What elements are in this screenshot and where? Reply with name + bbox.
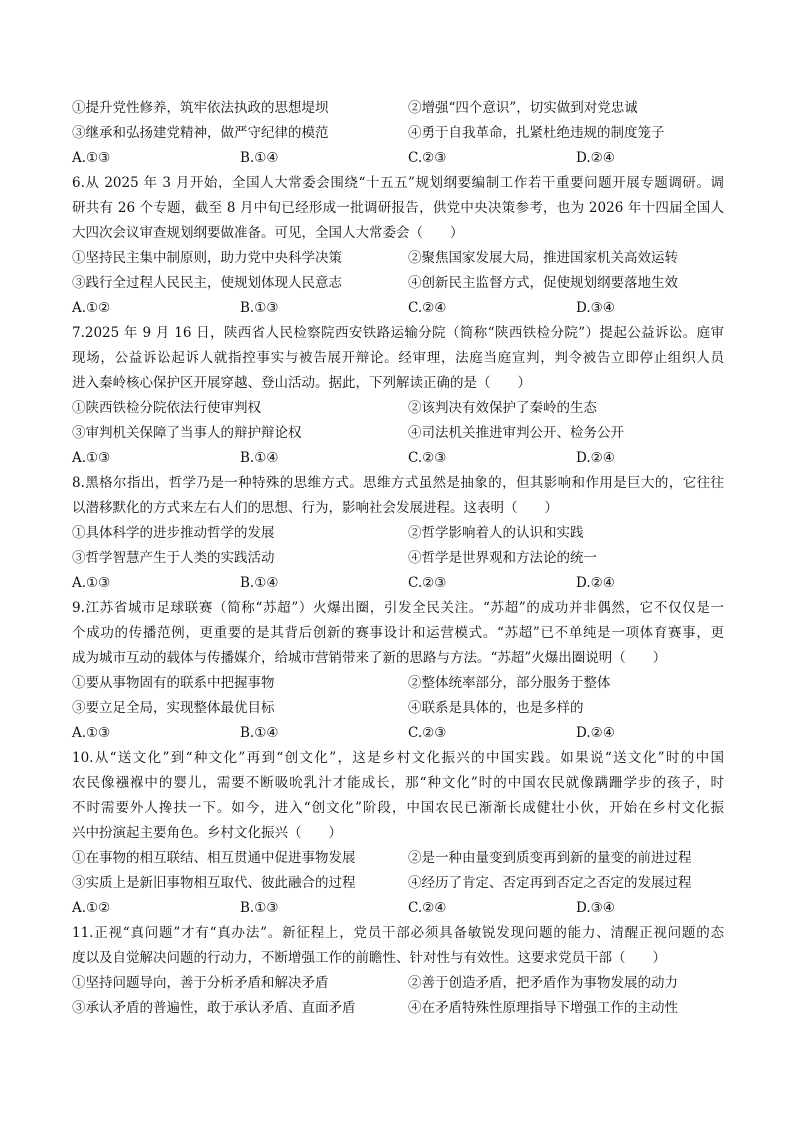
q7-stem-line-3: 进入秦岭核心保护区开展穿越、登山活动。据此，下列解读正确的是（ ） bbox=[72, 375, 531, 391]
q5-option-2: ②增强“四个意识”，切实做到对党忠诚 bbox=[408, 100, 638, 116]
q8-option-3: ③哲学智慧产生于人类的实践活动 bbox=[72, 550, 275, 566]
q5-option-4: ④勇于自我革命，扎紧杜绝违规的制度笼子 bbox=[408, 125, 665, 141]
q9-stem-line-2: 个成功的传播范例，更重要的是其背后创新的赛事设计和运营模式。“苏超”已不单纯是一项体育赛事，更 bbox=[72, 625, 724, 641]
q5-answer-c: C.②③ bbox=[408, 150, 447, 166]
q5-option-1: ①提升党性修养，筑牢依法执政的思想堤坝 bbox=[72, 100, 329, 116]
q9-answer-c: C.②③ bbox=[408, 725, 447, 741]
q6-option-1: ①坚持民主集中制原则，助力党中央科学决策 bbox=[72, 250, 342, 266]
q10-option-4: ④经历了肯定、否定再到否定之否定的发展过程 bbox=[408, 875, 692, 891]
q5-answer-b: B.①④ bbox=[240, 150, 279, 166]
q5-option-3: ③继承和弘扬建党精神，做严守纪律的模范 bbox=[72, 125, 329, 141]
q7-answer-b: B.①④ bbox=[240, 450, 279, 466]
q6-option-4: ④创新民主监督方式，促使规划纲要落地生效 bbox=[408, 275, 678, 291]
q6-option-3: ③践行全过程人民民主，使规划体现人民意志 bbox=[72, 275, 342, 291]
q5-answer-d: D.②④ bbox=[576, 150, 615, 166]
q7-stem-line-2: 现场，公益诉讼起诉人就指控事实与被告展开辩论。经审理，法庭当庭宣判，判令被告立即停止组织人员 bbox=[72, 350, 724, 366]
q6-answer-c: C.②④ bbox=[408, 300, 447, 316]
q10-option-2: ②是一种由量变到质变再到新的量变的前进过程 bbox=[408, 850, 692, 866]
q11-option-1: ①坚持问题导向，善于分析矛盾和解决矛盾 bbox=[72, 975, 329, 991]
q8-stem-line-1: 8.黑格尔指出，哲学乃是一种特殊的思维方式。思维方式虽然是抽象的，但其影响和作用是巨大的，它往往 bbox=[72, 475, 724, 491]
q10-answer-b: B.①③ bbox=[240, 900, 279, 916]
q9-answer-b: B.①④ bbox=[240, 725, 279, 741]
q11-stem-line-1: 11.正视“真问题”才有“真办法”。新征程上，党员干部必须具备敏锐发现问题的能力、清醒正视问题的态 bbox=[72, 925, 724, 941]
q7-answer-a: A.①③ bbox=[72, 450, 111, 466]
q9-option-3: ③要立足全局，实现整体最优目标 bbox=[72, 700, 275, 716]
q9-answer-a: A.①③ bbox=[72, 725, 111, 741]
q10-answer-d: D.③④ bbox=[576, 900, 615, 916]
q11-stem-line-2: 度以及自觉解决问题的行动力，不断增强工作的前瞻性、针对性与有效性。这要求党员干部（ ） bbox=[72, 950, 666, 966]
q9-stem-line-3: 成为城市互动的载体与传播媒介，给城市营销带来了新的思路与方法。“苏超”火爆出圈说明（ ） bbox=[72, 650, 667, 666]
q5-answer-a: A.①③ bbox=[72, 150, 111, 166]
q10-stem-line-1: 10.从“送文化”到“种文化”再到“创文化”，这是乡村文化振兴的中国实践。如果说“送文化”时的中国 bbox=[72, 750, 724, 766]
q7-answer-c: C.②③ bbox=[408, 450, 447, 466]
q6-stem-line-3: 大四次会议审查规划纲要做准备。可见，全国人大常委会（ ） bbox=[72, 225, 464, 241]
q8-answer-c: C.②③ bbox=[408, 575, 447, 591]
q10-option-1: ①在事物的相互联结、相互贯通中促进事物发展 bbox=[72, 850, 356, 866]
q6-answer-b: B.①③ bbox=[240, 300, 279, 316]
q8-answer-a: A.①③ bbox=[72, 575, 111, 591]
q10-stem-line-4: 兴中扮演起主要角色。乡村文化振兴（ ） bbox=[72, 825, 342, 841]
q7-option-3: ③审判机关保障了当事人的辩护辩论权 bbox=[72, 425, 302, 441]
q8-option-2: ②哲学影响着人的认识和实践 bbox=[408, 525, 584, 541]
q10-answer-c: C.②④ bbox=[408, 900, 447, 916]
q7-option-4: ④司法机关推进审判公开、检务公开 bbox=[408, 425, 624, 441]
q9-answer-d: D.②④ bbox=[576, 725, 615, 741]
q10-stem-line-2: 农民像襁褓中的婴儿，需要不断吸吮乳汁才能成长，那“种文化”时的中国农民就像蹒跚学步的孩子，时 bbox=[72, 775, 724, 791]
q8-option-4: ④哲学是世界观和方法论的统一 bbox=[408, 550, 597, 566]
q11-option-2: ②善于创造矛盾，把矛盾作为事物发展的动力 bbox=[408, 975, 678, 991]
q8-answer-d: D.②④ bbox=[576, 575, 615, 591]
q7-option-2: ②该判决有效保护了秦岭的生态 bbox=[408, 400, 597, 416]
q6-stem-line-2: 研共有 26 个专题，截至 8 月中旬已经形成一批调研报告，供党中央决策参考，也为 2026 年十四届全国人 bbox=[72, 200, 724, 216]
q9-stem-line-1: 9.江苏省城市足球联赛（简称“苏超”）火爆出圈，引发全民关注。“苏超”的成功并非偶然，它不仅仅是一 bbox=[72, 600, 724, 616]
q9-option-1: ①要从事物固有的联系中把握事物 bbox=[72, 675, 275, 691]
q10-option-3: ③实质上是新旧事物相互取代、彼此融合的过程 bbox=[72, 875, 356, 891]
q6-answer-d: D.③④ bbox=[576, 300, 615, 316]
q11-option-3: ③承认矛盾的普遍性，敢于承认矛盾、直面矛盾 bbox=[72, 1000, 356, 1016]
q10-stem-line-3: 不时需要外人搀扶一下。如今，进入“创文化”阶段，中国农民已渐渐长成健壮小伙，开始在乡村文化振 bbox=[72, 800, 724, 816]
q11-option-4: ④在矛盾特殊性原理指导下增强工作的主动性 bbox=[408, 1000, 678, 1016]
q8-option-1: ①具体科学的进步推动哲学的发展 bbox=[72, 525, 275, 541]
q8-answer-b: B.①④ bbox=[240, 575, 279, 591]
q6-answer-a: A.①② bbox=[72, 300, 111, 316]
q9-option-2: ②整体统率部分，部分服务于整体 bbox=[408, 675, 611, 691]
q7-stem-line-1: 7.2025 年 9 月 16 日，陕西省人民检察院西安铁路运输分院（简称“陕西铁检分院”）提起公益诉讼。庭审 bbox=[72, 325, 724, 341]
q9-option-4: ④联系是具体的，也是多样的 bbox=[408, 700, 584, 716]
q7-option-1: ①陕西铁检分院依法行使审判权 bbox=[72, 400, 261, 416]
q8-stem-line-2: 以潜移默化的方式来左右人们的思想、行为，影响社会发展进程。这表明（ ） bbox=[72, 500, 558, 516]
q6-stem-line-1: 6.从 2025 年 3 月开始，全国人大常委会围绕“十五五”规划纲要编制工作若干重要问题开展专题调研。调 bbox=[72, 175, 724, 191]
q6-option-2: ②聚焦国家发展大局，推进国家机关高效运转 bbox=[408, 250, 678, 266]
q7-answer-d: D.②④ bbox=[576, 450, 615, 466]
q10-answer-a: A.①② bbox=[72, 900, 111, 916]
